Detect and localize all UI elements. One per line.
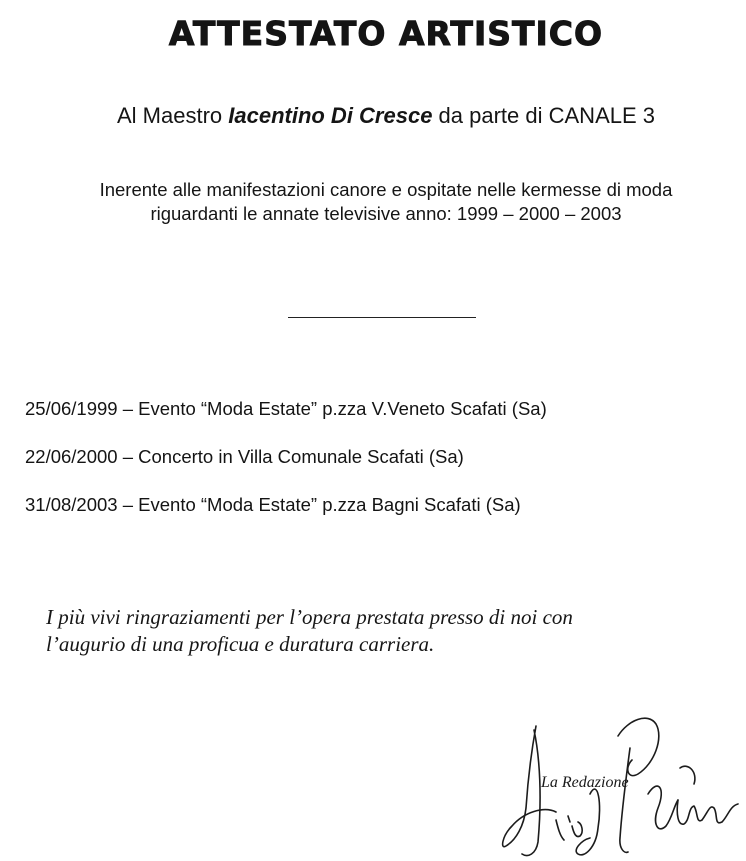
recipient-name: Iacentino Di Cresce (228, 103, 433, 128)
signature-label: La Redazione (541, 774, 629, 791)
description-line: riguardanti le annate televisive anno: 1999 – 2000 – 2003 (150, 203, 622, 224)
dedication-prefix: Al Maestro (116, 103, 229, 128)
description (0, 178, 746, 226)
closing-line: l’augurio di una proficua e duratura carriera. (46, 632, 435, 656)
event-list (25, 396, 547, 540)
closing-line: I più vivi ringraziamenti per l’opera prestata presso di noi con (46, 605, 573, 629)
dedication-line (0, 103, 746, 129)
dedication-suffix: da parte di CANALE 3 (432, 103, 656, 128)
description-line: Inerente alle manifestazioni canore e ospitate nelle kermesse di moda (99, 179, 673, 200)
event-item: 31/08/2003 – Evento “Moda Estate” p.zza Bagni Scafati (Sa) (25, 494, 521, 515)
event-item: 22/06/2000 – Concerto in Villa Comunale Scafati (Sa) (25, 446, 464, 467)
closing-message (46, 604, 573, 658)
document-title: ATTESTATO ARTISTICO (168, 14, 604, 53)
event-item: 25/06/1999 – Evento “Moda Estate” p.zza V.Veneto Scafati (Sa) (25, 398, 547, 419)
divider (288, 317, 476, 318)
